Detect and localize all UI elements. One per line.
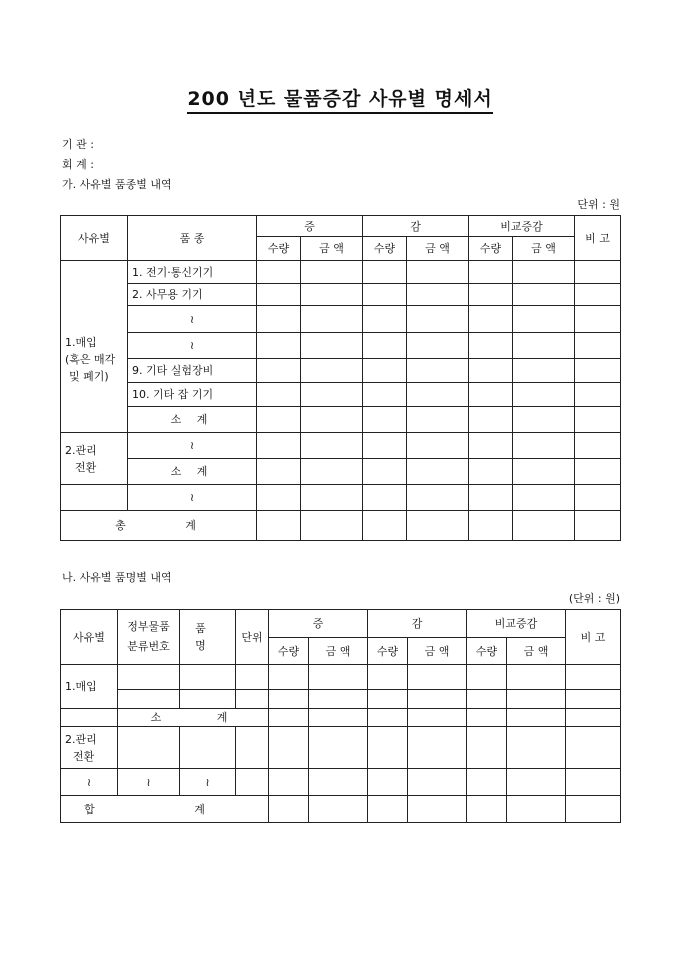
empty-cell [180, 727, 236, 769]
empty-cell [363, 433, 407, 459]
header-qty: 수량 [467, 638, 507, 665]
empty-cell [257, 333, 301, 359]
tilde-cell: ≀ [61, 769, 118, 796]
empty-cell [469, 261, 513, 284]
empty-cell [513, 333, 575, 359]
header-amount: 금 액 [513, 237, 575, 261]
section-a-unit: 단위 : 원 [577, 198, 620, 211]
empty-cell [363, 407, 407, 433]
empty-cell [269, 769, 309, 796]
header-increase: 증 [269, 610, 368, 638]
empty-cell [309, 709, 368, 727]
empty-cell [309, 727, 368, 769]
empty-cell [236, 665, 269, 690]
table-by-item-type [60, 215, 621, 541]
empty-cell [513, 359, 575, 383]
empty-cell [180, 665, 236, 690]
empty-cell [309, 769, 368, 796]
empty-cell [301, 485, 363, 511]
header-increase: 증 [257, 216, 363, 237]
empty-cell [257, 359, 301, 383]
empty-cell [566, 690, 621, 709]
empty-cell [575, 407, 621, 433]
empty-cell [363, 284, 407, 306]
empty-cell [575, 485, 621, 511]
empty-cell [363, 306, 407, 333]
empty-cell [301, 261, 363, 284]
empty-cell [61, 485, 128, 511]
empty-cell [513, 511, 575, 541]
empty-cell [566, 665, 621, 690]
empty-cell [301, 383, 363, 407]
empty-cell [513, 261, 575, 284]
empty-cell [368, 796, 408, 823]
transfer-reason-cell [61, 727, 118, 769]
empty-cell [407, 359, 469, 383]
empty-cell [61, 709, 118, 727]
empty-cell [507, 690, 566, 709]
empty-cell [469, 459, 513, 485]
empty-cell [467, 769, 507, 796]
empty-cell [507, 665, 566, 690]
header-amount: 금 액 [309, 638, 368, 665]
header-class-line: 정부물품 [127, 620, 170, 633]
empty-cell [513, 383, 575, 407]
item-type-cell: ≀ [128, 306, 257, 333]
header-qty: 수량 [368, 638, 408, 665]
empty-cell [257, 407, 301, 433]
empty-cell [575, 306, 621, 333]
empty-cell [363, 511, 407, 541]
purchase-label: 1.매입 [65, 336, 97, 349]
empty-cell [180, 690, 236, 709]
empty-cell [257, 433, 301, 459]
empty-cell [368, 727, 408, 769]
header-qty: 수량 [257, 237, 301, 261]
empty-cell [309, 690, 368, 709]
empty-cell [309, 665, 368, 690]
header-qty: 수량 [469, 237, 513, 261]
empty-cell [407, 284, 469, 306]
item-type-cell: 1. 전기·통신기기 [128, 261, 257, 284]
empty-cell [467, 796, 507, 823]
empty-cell [236, 769, 269, 796]
empty-cell [507, 727, 566, 769]
header-unit: 단위 [236, 610, 269, 665]
empty-cell [269, 727, 309, 769]
empty-cell [575, 261, 621, 284]
empty-cell [363, 261, 407, 284]
empty-cell [363, 333, 407, 359]
header-amount: 금 액 [407, 237, 469, 261]
header-compare: 비교증감 [469, 216, 575, 237]
table-by-item-name [60, 609, 621, 823]
tilde-cell: ≀ [118, 769, 180, 796]
empty-cell [575, 459, 621, 485]
accounting-label: 회 계 : [62, 158, 94, 171]
empty-cell [575, 284, 621, 306]
empty-cell [575, 433, 621, 459]
empty-cell [407, 459, 469, 485]
empty-cell [407, 511, 469, 541]
subtotal-label: 소 계 [128, 459, 257, 485]
header-note: 비 고 [566, 610, 621, 665]
agency-label: 기 관 : [62, 138, 94, 151]
transfer-label: 2.관리 [65, 443, 97, 457]
item-type-cell: ≀ [128, 433, 257, 459]
subtotal-label: 소 계 [128, 407, 257, 433]
item-type-cell: ≀ [128, 485, 257, 511]
empty-cell [408, 690, 467, 709]
header-class-line: 분류번호 [127, 640, 170, 653]
empty-cell [301, 359, 363, 383]
section-a-heading: 가. 사유별 품종별 내역 [62, 178, 172, 191]
empty-cell [269, 665, 309, 690]
empty-cell [269, 690, 309, 709]
transfer-label: 2.관리 [65, 732, 97, 746]
empty-cell [257, 261, 301, 284]
transfer-label: 전환 [75, 460, 97, 474]
empty-cell [363, 459, 407, 485]
empty-cell [566, 727, 621, 769]
empty-cell [469, 359, 513, 383]
empty-cell [469, 485, 513, 511]
empty-cell [407, 306, 469, 333]
purchase-reason-cell [61, 261, 128, 433]
empty-cell [467, 709, 507, 727]
empty-cell [408, 665, 467, 690]
empty-cell [363, 359, 407, 383]
empty-cell [301, 284, 363, 306]
empty-cell [301, 333, 363, 359]
item-type-cell: ≀ [128, 333, 257, 359]
empty-cell [507, 796, 566, 823]
item-type-cell: 10. 기타 잡 기기 [128, 383, 257, 407]
transfer-label: 전환 [73, 749, 95, 763]
empty-cell [301, 511, 363, 541]
empty-cell [257, 306, 301, 333]
empty-cell [368, 665, 408, 690]
empty-cell [408, 709, 467, 727]
header-note: 비 고 [575, 216, 621, 261]
empty-cell [257, 284, 301, 306]
empty-cell [513, 485, 575, 511]
subtotal-label: 소 계 [118, 709, 269, 727]
grand-total-label: 총 계 [61, 511, 257, 541]
empty-cell [236, 727, 269, 769]
empty-cell [363, 383, 407, 407]
header-reason: 사유별 [61, 216, 128, 261]
empty-cell [507, 769, 566, 796]
empty-cell [368, 769, 408, 796]
transfer-reason-cell [61, 433, 128, 485]
tilde-cell: ≀ [180, 769, 236, 796]
empty-cell [407, 383, 469, 407]
empty-cell [513, 433, 575, 459]
header-decrease: 감 [363, 216, 469, 237]
empty-cell [236, 690, 269, 709]
empty-cell [407, 333, 469, 359]
empty-cell [269, 796, 309, 823]
empty-cell [513, 459, 575, 485]
empty-cell [469, 306, 513, 333]
empty-cell [575, 359, 621, 383]
empty-cell [469, 433, 513, 459]
header-item-name: 품 명 [180, 610, 236, 665]
empty-cell [257, 511, 301, 541]
empty-cell [407, 407, 469, 433]
header-class-number [118, 610, 180, 665]
empty-cell [368, 709, 408, 727]
empty-cell [408, 796, 467, 823]
empty-cell [407, 261, 469, 284]
header-compare: 비교증감 [467, 610, 566, 638]
header-reason: 사유별 [61, 610, 118, 665]
header-item-type: 품 종 [128, 216, 257, 261]
empty-cell [513, 284, 575, 306]
empty-cell [566, 769, 621, 796]
header-qty: 수량 [363, 237, 407, 261]
empty-cell [467, 690, 507, 709]
purchase-label: (혹은 매각 [65, 353, 116, 366]
empty-cell [467, 727, 507, 769]
empty-cell [301, 407, 363, 433]
empty-cell [407, 485, 469, 511]
empty-cell [118, 690, 180, 709]
empty-cell [118, 665, 180, 690]
empty-cell [467, 665, 507, 690]
header-amount: 금 액 [408, 638, 467, 665]
purchase-reason-cell: 1.매입 [61, 665, 118, 709]
empty-cell [575, 333, 621, 359]
empty-cell [469, 333, 513, 359]
empty-cell [408, 727, 467, 769]
section-b-heading: 나. 사유별 품명별 내역 [62, 571, 172, 584]
empty-cell [507, 709, 566, 727]
empty-cell [575, 511, 621, 541]
item-type-cell: 2. 사무용 기기 [128, 284, 257, 306]
empty-cell [257, 459, 301, 485]
empty-cell [469, 511, 513, 541]
empty-cell [118, 727, 180, 769]
empty-cell [363, 485, 407, 511]
header-amount: 금 액 [301, 237, 363, 261]
empty-cell [301, 459, 363, 485]
empty-cell [469, 383, 513, 407]
empty-cell [257, 485, 301, 511]
empty-cell [301, 433, 363, 459]
empty-cell [575, 383, 621, 407]
empty-cell [513, 407, 575, 433]
purchase-label: 및 폐기) [69, 370, 109, 383]
item-type-cell: 9. 기타 실험장비 [128, 359, 257, 383]
empty-cell [257, 383, 301, 407]
header-decrease: 감 [368, 610, 467, 638]
grand-total-label: 합 계 [61, 796, 269, 823]
section-b-unit: (단위 : 원) [568, 592, 620, 605]
header-amount: 금 액 [507, 638, 566, 665]
empty-cell [309, 796, 368, 823]
empty-cell [301, 306, 363, 333]
header-qty: 수량 [269, 638, 309, 665]
empty-cell [368, 690, 408, 709]
empty-cell [566, 709, 621, 727]
empty-cell [469, 407, 513, 433]
page-title: 200 년도 물품증감 사유별 명세서 [0, 84, 680, 111]
empty-cell [407, 433, 469, 459]
empty-cell [269, 709, 309, 727]
empty-cell [469, 284, 513, 306]
empty-cell [513, 306, 575, 333]
empty-cell [408, 769, 467, 796]
empty-cell [566, 796, 621, 823]
